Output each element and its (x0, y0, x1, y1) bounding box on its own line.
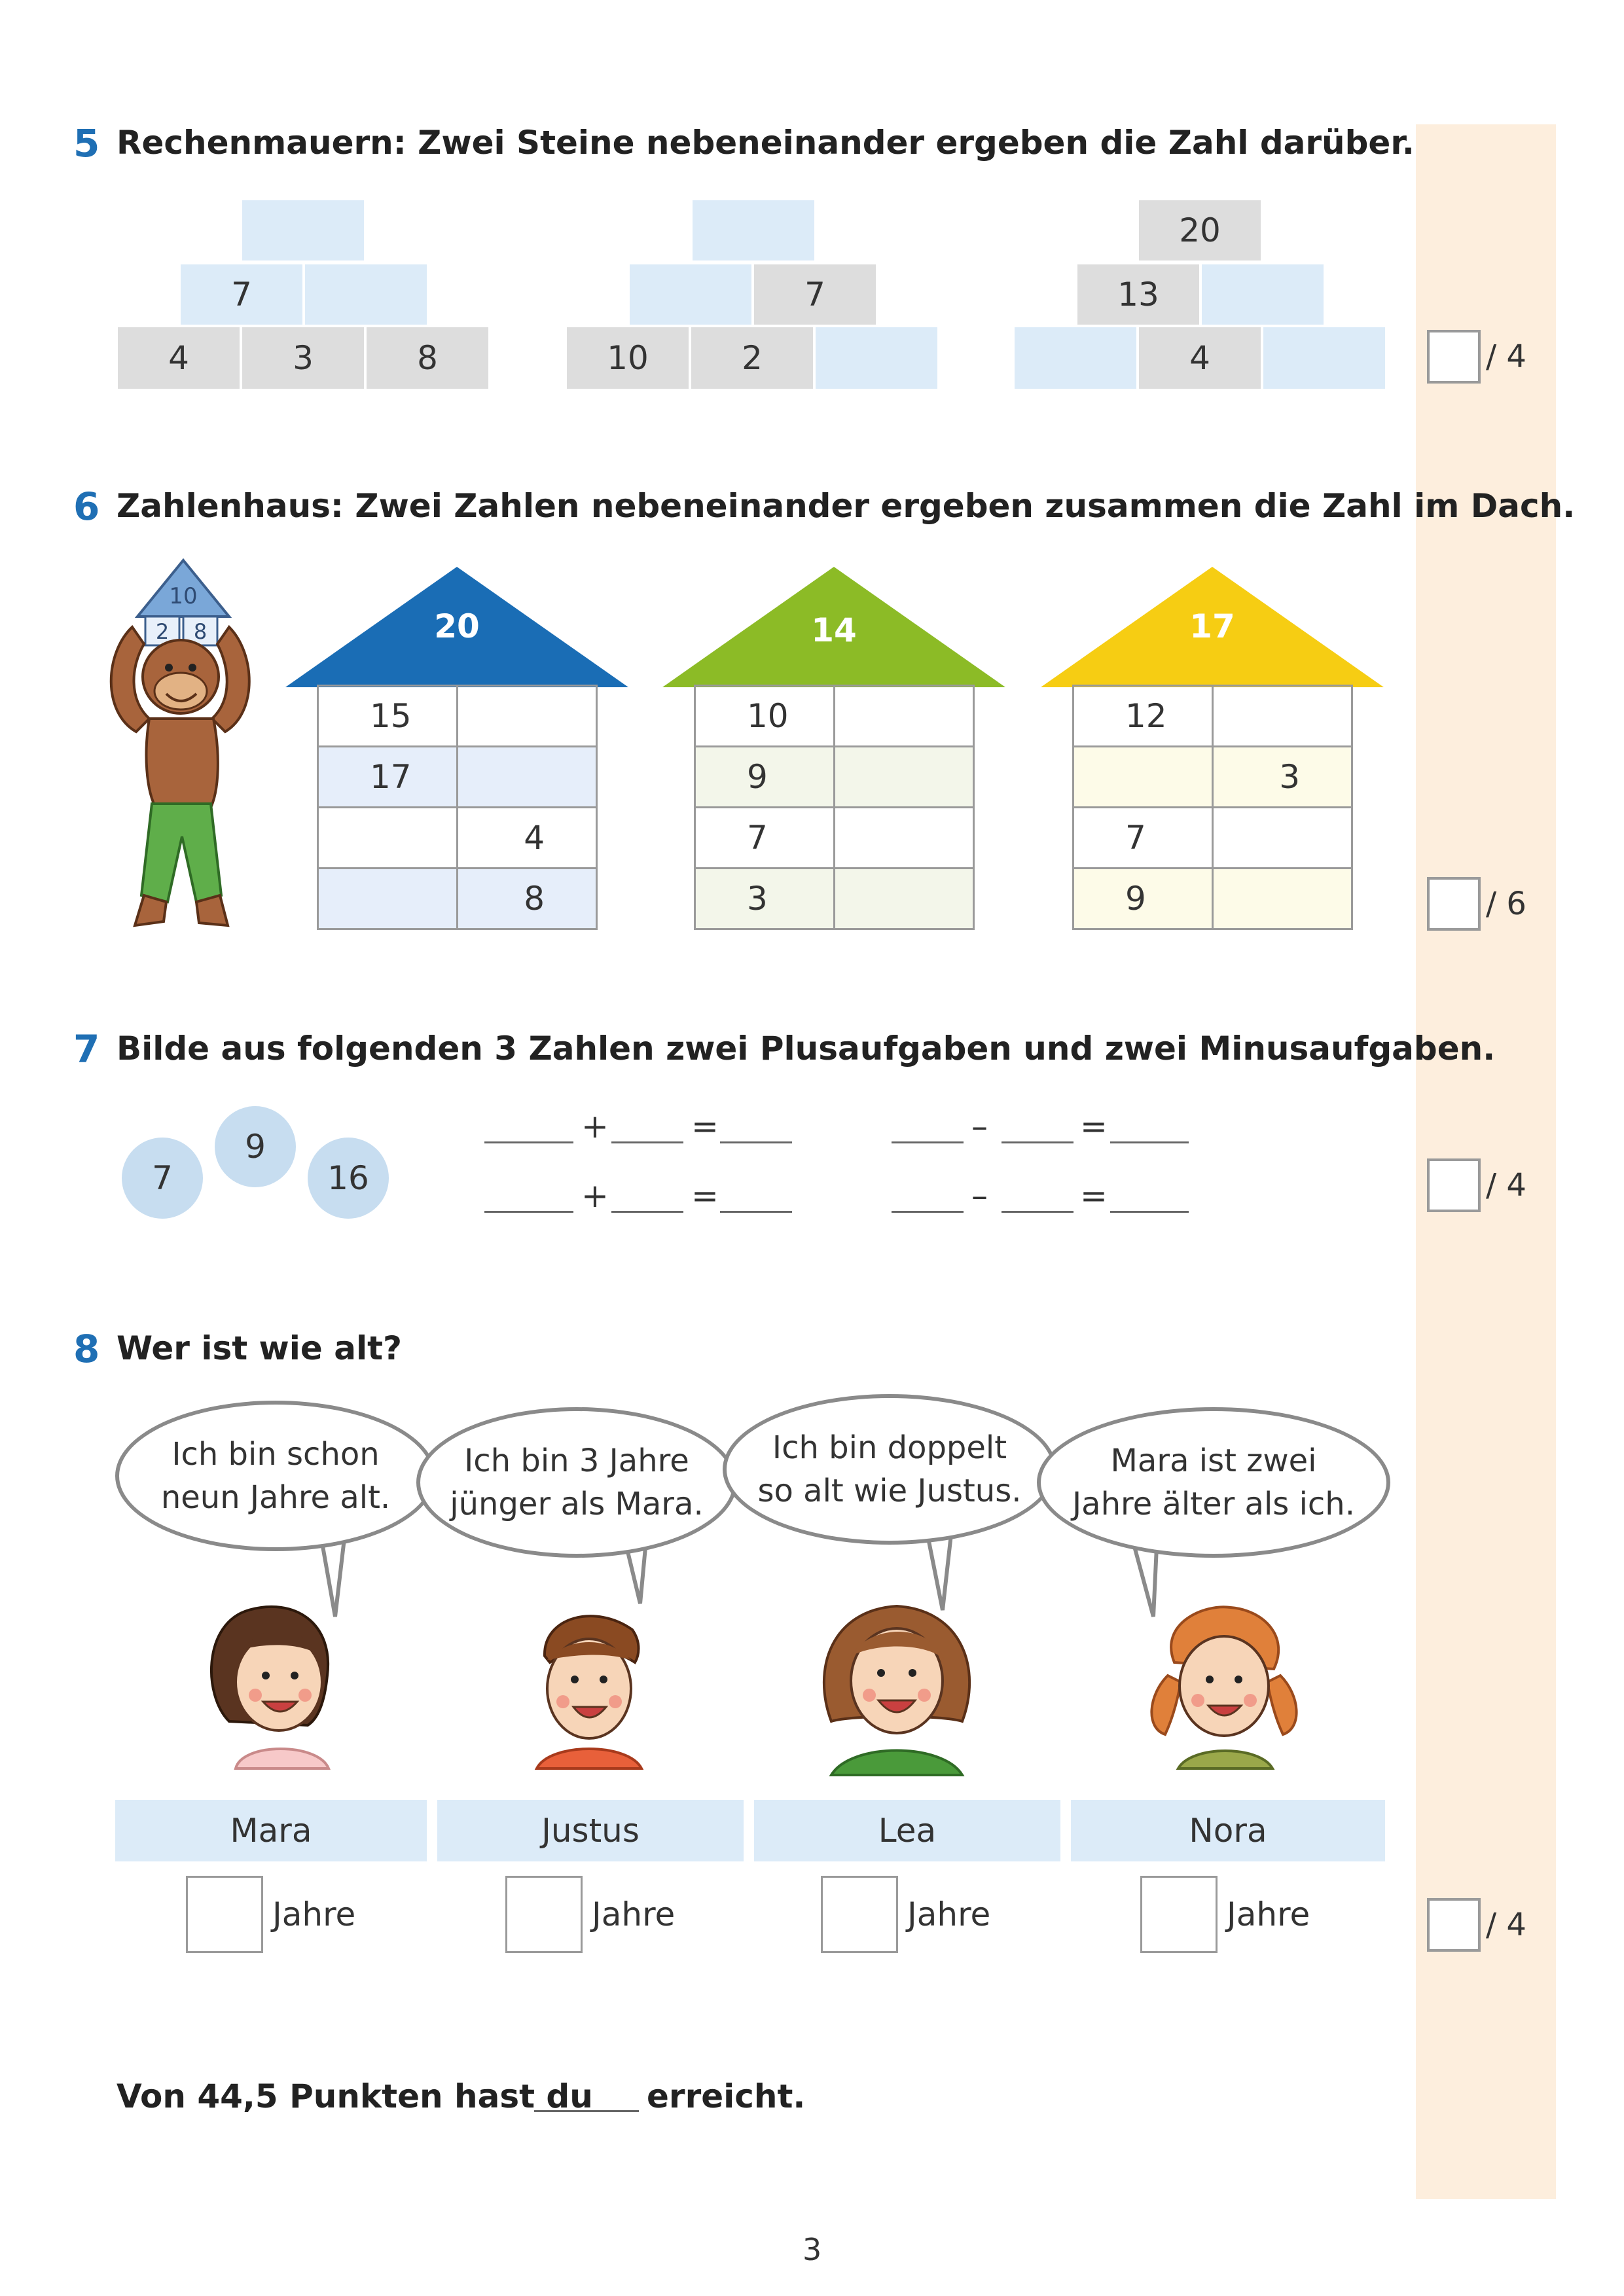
unit-label: Jahre (592, 1895, 676, 1933)
answer-blank[interactable] (720, 1211, 792, 1213)
wall-brick-top[interactable] (693, 200, 814, 260)
house-table (1072, 685, 1353, 930)
wall-brick-middle[interactable]: 7 (181, 264, 302, 325)
bubble-line: neun Jahre alt. (160, 1479, 391, 1516)
task-number: 7 (73, 1027, 100, 1071)
nora-illustration (1139, 1597, 1309, 1774)
house-cell: 9 (695, 747, 835, 808)
wall-brick-middle: 7 (754, 264, 876, 325)
wall-brick-bottom[interactable] (1015, 327, 1136, 389)
plus-sign: + (581, 1177, 609, 1215)
task-number: 8 (73, 1327, 100, 1371)
unit-label: Jahre (1227, 1895, 1310, 1933)
task-instruction: Rechenmauern: Zwei Steine nebeneinander ergeben die Zahl darüber. (117, 124, 1415, 162)
wall-brick-bottom: 2 (691, 327, 813, 389)
speech-bubble (1037, 1407, 1390, 1558)
wall-brick-bottom: 4 (1139, 327, 1261, 389)
wall-brick-middle[interactable] (630, 264, 751, 325)
unit-label: Jahre (272, 1895, 356, 1933)
name-label: Nora (1071, 1800, 1385, 1861)
number-bubble: 16 (308, 1138, 389, 1219)
score-box[interactable] (1427, 1898, 1481, 1952)
answer-blank[interactable] (892, 1141, 964, 1143)
sign-right-number: 8 (193, 619, 208, 644)
house-cell[interactable] (835, 686, 974, 747)
house-cell[interactable] (458, 747, 597, 808)
house-table (317, 685, 598, 930)
equals-sign: = (1080, 1177, 1108, 1215)
score-box[interactable] (1427, 330, 1481, 384)
house-cell[interactable] (1213, 686, 1352, 747)
answer-blank[interactable] (892, 1211, 964, 1213)
house-cell: 10 (695, 686, 835, 747)
answer-blank[interactable] (484, 1211, 573, 1213)
score-label: / 4 (1486, 338, 1526, 375)
bubble-line: so alt wie Justus. (757, 1473, 1022, 1509)
justus-illustration (511, 1597, 668, 1774)
page-number: 3 (803, 2232, 822, 2267)
score-box[interactable] (1427, 1158, 1481, 1212)
house-cell: 8 (458, 869, 597, 929)
number-bubble: 9 (215, 1106, 296, 1187)
wall-brick-bottom[interactable] (1263, 327, 1385, 389)
house-cell[interactable] (458, 686, 597, 747)
answer-blank[interactable] (1110, 1141, 1189, 1143)
house-cell[interactable] (1213, 869, 1352, 929)
score-box[interactable] (1427, 877, 1481, 931)
answer-blank[interactable] (1001, 1211, 1074, 1213)
house-cell[interactable] (835, 747, 974, 808)
bubble-line: Mara ist zwei (1110, 1443, 1317, 1479)
minus-sign: – (971, 1177, 988, 1215)
wall-brick-bottom[interactable] (816, 327, 937, 389)
house-cell: 12 (1074, 686, 1213, 747)
speech-bubble (416, 1407, 737, 1558)
score-label: / 6 (1486, 886, 1526, 922)
bubble-line: jünger als Mara. (450, 1486, 704, 1522)
speech-bubble (115, 1401, 436, 1551)
wall-brick-middle[interactable] (1202, 264, 1324, 325)
monkey-illustration (98, 555, 275, 941)
house-cell: 7 (1074, 808, 1213, 869)
house-cell[interactable] (318, 869, 458, 929)
wall-brick-middle[interactable] (305, 264, 427, 325)
house-cell: 17 (318, 747, 458, 808)
plus-sign: + (581, 1107, 609, 1145)
sign-left-number: 2 (155, 619, 170, 644)
sign-top-number: 10 (169, 583, 198, 609)
roof-number: 20 (434, 607, 480, 645)
number-bubble: 7 (122, 1138, 203, 1219)
points-blank[interactable] (534, 2110, 639, 2112)
house-cell[interactable] (318, 808, 458, 869)
bubble-line: Ich bin schon (171, 1436, 380, 1473)
name-label: Lea (754, 1800, 1060, 1861)
house-cell: 3 (1213, 747, 1352, 808)
house-cell[interactable] (1074, 747, 1213, 808)
score-label: / 4 (1486, 1907, 1526, 1943)
summary-text-after: erreicht. (647, 2077, 806, 2115)
wall-brick-top[interactable] (242, 200, 364, 260)
house-cell: 7 (695, 808, 835, 869)
bubble-line: Ich bin 3 Jahre (464, 1443, 689, 1479)
house-cell: 3 (695, 869, 835, 929)
answer-blank[interactable] (720, 1141, 792, 1143)
bubble-line: Ich bin doppelt (772, 1429, 1007, 1466)
task-instruction: Wer ist wie alt? (117, 1329, 402, 1367)
minus-sign: – (971, 1107, 988, 1145)
house-cell[interactable] (1213, 808, 1352, 869)
wall-brick-bottom: 3 (242, 327, 364, 389)
equals-sign: = (691, 1107, 719, 1145)
name-label: Justus (437, 1800, 744, 1861)
wall-brick-bottom: 8 (367, 327, 488, 389)
wall-brick-top: 20 (1139, 200, 1261, 260)
age-input-box[interactable] (1140, 1876, 1218, 1953)
roof-number: 17 (1189, 607, 1235, 645)
answer-blank[interactable] (611, 1211, 683, 1213)
task-instruction: Zahlenhaus: Zwei Zahlen nebeneinander ergeben zusammen die Zahl im Dach. (117, 487, 1576, 525)
answer-blank[interactable] (1001, 1141, 1074, 1143)
name-label: Mara (115, 1800, 427, 1861)
wall-brick-bottom: 4 (118, 327, 240, 389)
task-instruction: Bilde aus folgenden 3 Zahlen zwei Plusaufgaben und zwei Minusaufgaben. (117, 1030, 1496, 1067)
score-label: / 4 (1486, 1167, 1526, 1204)
lea-illustration (805, 1590, 988, 1780)
wall-brick-bottom: 10 (567, 327, 689, 389)
mara-illustration (190, 1597, 360, 1774)
wall-brick-middle: 13 (1077, 264, 1199, 325)
house-cell[interactable] (835, 808, 974, 869)
speech-bubble (723, 1394, 1056, 1545)
bubble-line: Jahre älter als ich. (1072, 1486, 1355, 1522)
answer-blank[interactable] (484, 1141, 573, 1143)
age-input-box[interactable] (505, 1876, 583, 1953)
equals-sign: = (1080, 1107, 1108, 1145)
answer-blank[interactable] (611, 1141, 683, 1143)
age-input-box[interactable] (186, 1876, 263, 1953)
house-cell[interactable] (835, 869, 974, 929)
summary-text-before: Von 44,5 Punkten hast du (117, 2077, 593, 2115)
age-input-box[interactable] (821, 1876, 898, 1953)
task-number: 6 (73, 484, 100, 529)
equals-sign: = (691, 1177, 719, 1215)
house-cell: 15 (318, 686, 458, 747)
house-cell: 4 (458, 808, 597, 869)
house-table (694, 685, 975, 930)
answer-blank[interactable] (1110, 1211, 1189, 1213)
task-number: 5 (73, 121, 100, 166)
unit-label: Jahre (907, 1895, 991, 1933)
house-cell: 9 (1074, 869, 1213, 929)
roof-number: 14 (811, 611, 857, 649)
